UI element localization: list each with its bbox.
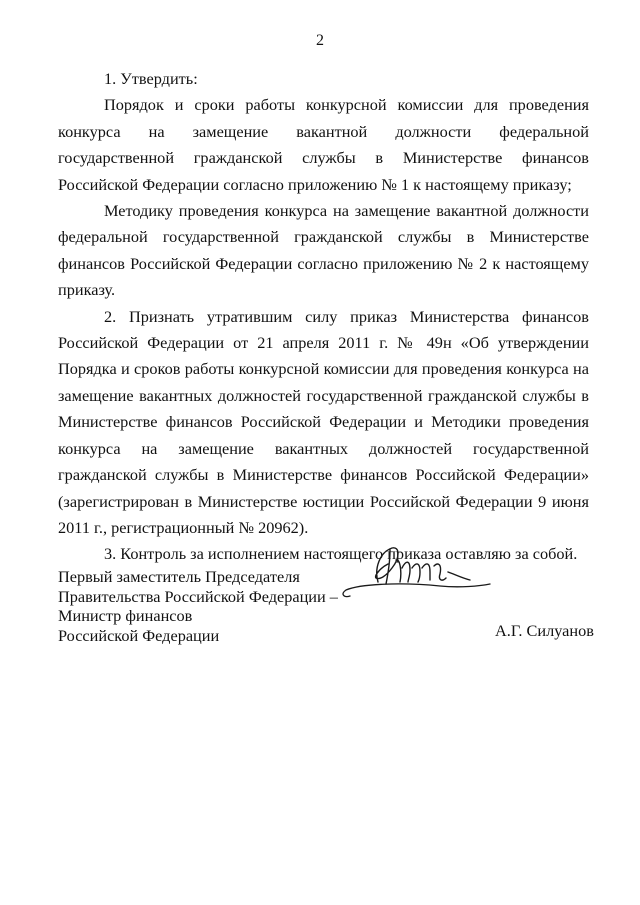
signatory-title-line: Первый заместитель Председателя [58, 567, 300, 586]
page-number: 2 [316, 32, 324, 49]
paragraph-procedure: Порядок и сроки работы конкурсной комиссии для проведения конкурса на замещение вакантной должности федеральной государственной гражданской службы в Министерстве финансов Российской Федерации согласно приложению № 1 к настоящему приказу; [58, 95, 589, 194]
signatory-title [58, 567, 338, 645]
paragraph-approve-heading: 1. Утвердить: [104, 69, 198, 88]
paragraph-control: 3. Контроль за исполнением настоящего приказа оставляю за собой. [104, 544, 578, 564]
signatory-title-line: Министр финансов [58, 606, 193, 625]
signatory-title-line: Правительства Российской Федерации – [58, 586, 338, 606]
paragraph-repeal: 2. Признать утратившим силу приказ Министерства финансов Российской Федерации от 21 апреля 2011 г. № 49н «Об утверждении Порядка и сроков работы конкурсной комиссии для проведения конкурса на замещение вакантных должностей государственной гражданской службы в Министерстве финансов Российской Федерации и Методики проведения конкурса на замещение вакантных должностей государственной гражданской службы в Министерстве финансов Российской Федерации» (зарегистрирован в Министерстве юстиции Российской Федерации 9 июня 2011 г., регистрационный № 20962). [58, 306, 589, 537]
paragraph-methodology: Методику проведения конкурса на замещение вакантной должности федеральной государственной гражданской службы в Министерстве финансов Российской Федерации согласно приложению № 2 к настоящему приказу. [58, 201, 589, 300]
order-body [58, 66, 589, 568]
signatory-name: А.Г. Силуанов [495, 621, 594, 640]
signatory-title-line: Российской Федерации [58, 625, 220, 645]
handwritten-signature [330, 538, 500, 608]
